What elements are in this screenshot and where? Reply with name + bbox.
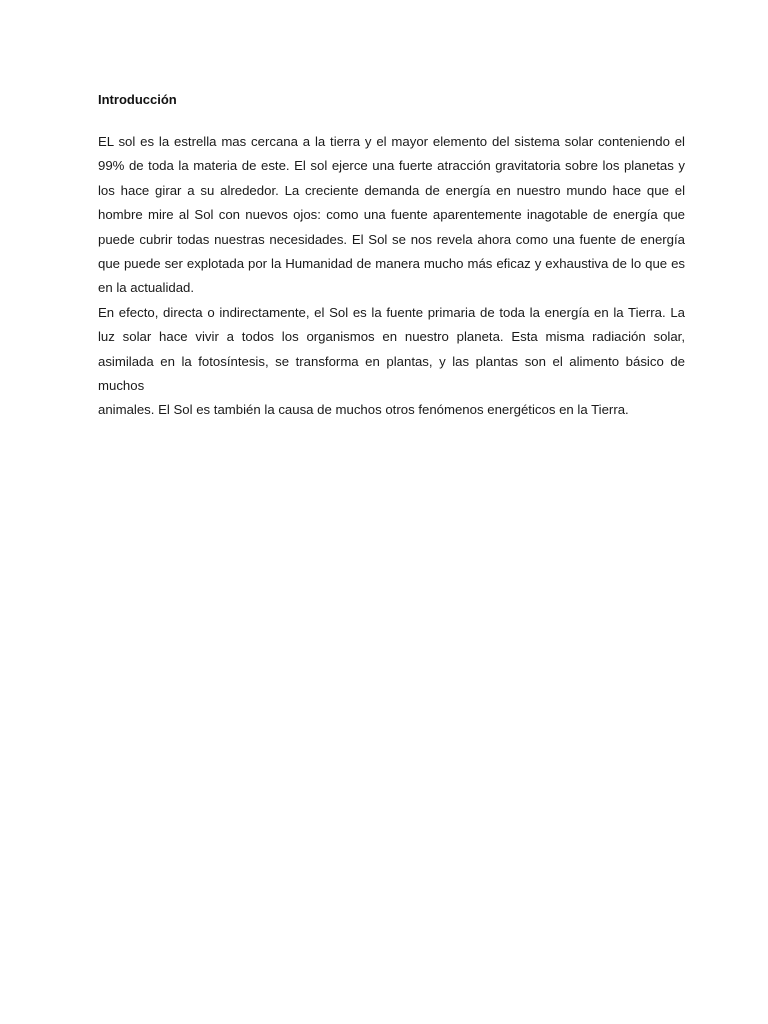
paragraph-animals: animales. El Sol es también la causa de muchos otros fenómenos energéticos en la Tierra. xyxy=(98,402,629,418)
paragraph-intro: EL sol es la estrella mas cercana a la tierra y el mayor elemento del sistema solar conteniendo el 99% de toda la materia de este. El sol ejerce una fuerte atracción gravitatoria sobre los planetas y los hace girar a su alrededor. La creciente demanda de energía en nuestro mundo hace que el hombre mire al Sol con nuevos ojos: como una fuente aparentemente inagotable de energía que puede cubrir todas nuestras necesidades. El Sol se nos revela ahora como una fuente de energía que puede ser explotada por la Humanidad de manera mucho más eficaz y exhaustiva de lo que es en la actualidad. xyxy=(98,134,685,296)
document-body xyxy=(98,90,685,423)
document-title: Introducción xyxy=(98,92,177,107)
paragraph-sun-energy: En efecto, directa o indirectamente, el Sol es la fuente primaria de toda la energía en la Tierra. La luz solar hace vivir a todos los organismos en nuestro planeta. Esta misma radiación solar, asimilada en la fotosíntesis, se transforma en plantas, y las plantas son el alimento básico de muchos xyxy=(98,304,685,394)
